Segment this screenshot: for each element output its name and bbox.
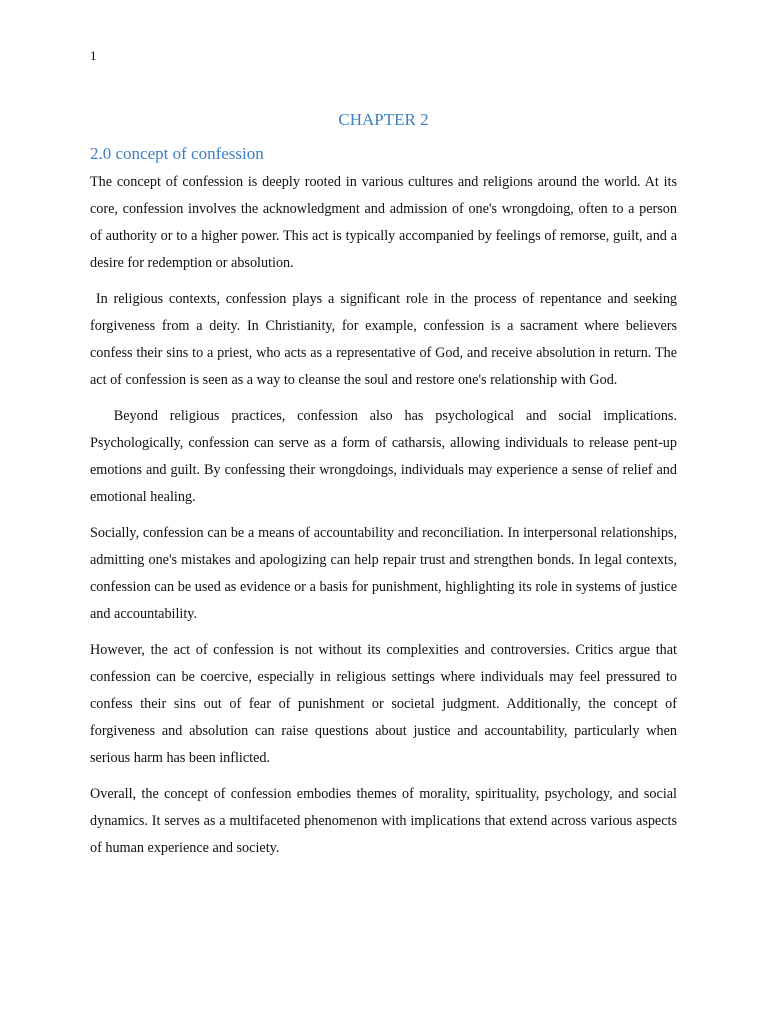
- paragraph-psychological: Beyond religious practices, confession also has psychological and social implications. Psychologically, confession can serve as a form of catharsis, allowing individuals to release pent-up emotions and guilt. By confessing their wrongdoings, individuals may experience a sense of relief and emotional healing.: [90, 408, 681, 505]
- paragraph-religious-contexts: In religious contexts, confession plays a significant role in the process of repentance and seeking forgiveness from a deity. In Christianity, for example, confession is a sacrament where believers confess their sins to a priest, who acts as a representative of God, and receive absolution in return. The act of confession is seen as a way to cleanse the soul and restore one's relationship with God.: [90, 291, 681, 388]
- page-number: 1: [90, 48, 97, 63]
- paragraph-controversies: However, the act of confession is not without its complexities and controversies. Critics argue that confession can be coercive, especially in religious settings where individuals may feel pressured to confess their sins out of fear of punishment or societal judgment. Additionally, the concept of forgiveness and absolution can raise questions about justice and accountability, particularly when serious harm has been inflicted.: [90, 642, 677, 766]
- section-heading: 2.0 concept of confession: [90, 144, 264, 163]
- paragraph-conclusion: Overall, the concept of confession embodies themes of morality, spirituality, psychology, and social dynamics. It serves as a multifaceted phenomenon with implications that extend across various aspects of human experience and society.: [90, 786, 677, 856]
- paragraph-intro: The concept of confession is deeply rooted in various cultures and religions around the world. At its core, confession involves the acknowledgment and admission of one's wrongdoing, often to a person of authority or to a higher power. This act is typically accompanied by feelings of remorse, guilt, and a desire for redemption or absolution.: [90, 174, 677, 271]
- paragraph-social: Socially, confession can be a means of accountability and reconciliation. In interpersonal relationships, admitting one's mistakes and apologizing can help repair trust and strengthen bonds. In legal contexts, confession can be used as evidence or a basis for punishment, highlighting its role in systems of justice and accountability.: [90, 525, 677, 622]
- document-body: [90, 108, 681, 862]
- chapter-heading: CHAPTER 2: [338, 110, 429, 129]
